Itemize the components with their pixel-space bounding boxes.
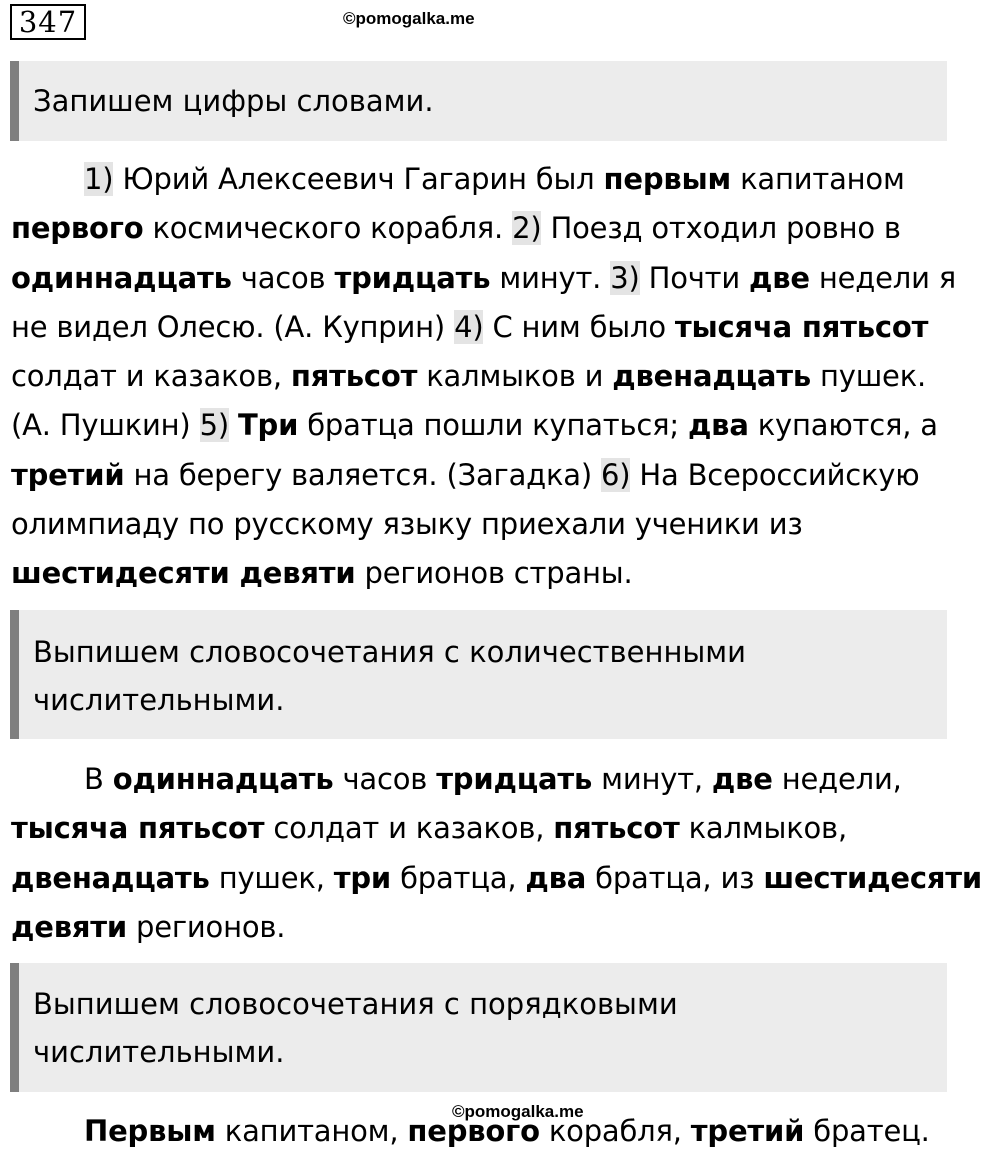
text-run: Поезд отходил ровно в — [541, 211, 901, 246]
task-text: числительными. — [33, 683, 285, 717]
bold-numeral: тридцать — [334, 260, 491, 295]
text-run: В — [84, 762, 113, 796]
text-line — [11, 755, 943, 804]
text-run: братца, из — [586, 860, 764, 895]
text-line — [11, 500, 943, 549]
bold-numeral: третий — [690, 1114, 805, 1148]
text-run: (А. Пушкин) — [11, 408, 200, 443]
bold-numeral: шестидесяти девяти — [11, 556, 356, 591]
text-line — [11, 401, 943, 450]
text-run: С ним было — [483, 309, 675, 344]
sentence-marker: 1) — [84, 162, 114, 196]
bold-numeral: три — [333, 860, 392, 895]
bold-numeral: Три — [237, 408, 299, 443]
bold-numeral: два — [525, 860, 587, 895]
text-line — [11, 352, 943, 401]
task-callout-1 — [10, 61, 947, 141]
text-run: не видел Олесю. (А. Куприн) — [11, 309, 455, 344]
task-text: Запишем цифры словами. — [33, 84, 434, 118]
sentence-marker: 5) — [199, 408, 229, 443]
text-run: братца, — [391, 860, 526, 895]
text-line — [11, 451, 943, 500]
text-run: На Всероссийскую — [630, 457, 920, 492]
watermark-bottom: ©pomogalka.me — [452, 1102, 584, 1121]
text-run: солдат и казаков, — [11, 359, 291, 394]
text-line — [11, 854, 982, 903]
text-run: минут, — [592, 762, 712, 796]
text-run: космического корабля. — [143, 211, 513, 246]
sentence-marker: 2) — [512, 211, 542, 246]
text-run: недели, — [772, 762, 902, 796]
text-run: купаются, а — [748, 408, 938, 443]
bold-numeral: тысяча пятьсот — [11, 811, 265, 846]
text-run: регионов страны. — [355, 556, 633, 591]
text-run: солдат и казаков, — [264, 811, 554, 846]
bold-numeral: пятьсот — [290, 359, 418, 394]
text-run: олимпиаду по русскому языку приехали ученики из — [11, 507, 803, 542]
text-run: братца пошли купаться; — [298, 408, 688, 443]
bold-numeral: два — [687, 408, 749, 443]
bold-numeral: пятьсот — [553, 811, 680, 846]
text-run: часов — [231, 260, 335, 295]
text-run: капитаном, — [215, 1114, 408, 1148]
bold-numeral: девяти — [11, 909, 127, 944]
text-line — [11, 903, 943, 952]
text-run: регионов. — [127, 909, 286, 944]
text-line — [11, 254, 957, 303]
text-line — [11, 549, 943, 598]
bold-numeral: две — [711, 762, 773, 796]
text-line — [11, 155, 943, 204]
bold-numeral: первого — [11, 211, 144, 246]
text-run: на берегу валяется. (Загадка) — [124, 457, 602, 492]
bold-numeral: двенадцать — [11, 860, 210, 895]
text-run — [229, 408, 238, 442]
task-callout-2 — [10, 610, 947, 739]
sentence-marker: 6) — [601, 457, 631, 492]
answer-paragraph-1 — [11, 155, 957, 599]
bold-numeral: шестидесяти — [763, 860, 982, 895]
text-run: недели я — [809, 260, 957, 295]
bold-numeral: первого — [407, 1114, 540, 1148]
answer-paragraph-2 — [11, 755, 982, 952]
text-run: пушек, — [209, 860, 334, 895]
text-line — [11, 204, 943, 253]
bold-numeral: третий — [11, 457, 125, 492]
text-line — [11, 303, 943, 352]
task-text: Выпишем словосочетания с количественными — [33, 635, 747, 669]
task-callout-3 — [10, 963, 947, 1092]
text-run: минут. — [490, 260, 611, 295]
sentence-marker: 3) — [610, 260, 640, 295]
bold-numeral: первым — [603, 162, 732, 196]
task-text: числительными. — [33, 1035, 285, 1069]
bold-numeral: две — [749, 260, 810, 295]
bold-numeral: Первым — [84, 1114, 216, 1148]
bold-numeral: тысяча пятьсот — [674, 309, 929, 344]
text-run: пушек. — [810, 359, 927, 394]
bold-numeral: тридцать — [436, 762, 593, 796]
text-run: калмыков и — [417, 359, 613, 394]
bold-numeral: двенадцать — [612, 359, 811, 394]
task-text: Выпишем словосочетания с порядковыми — [33, 987, 678, 1021]
text-run: Почти — [639, 260, 750, 295]
exercise-number: 347 — [10, 4, 86, 40]
text-line — [11, 804, 943, 853]
sentence-marker: 4) — [454, 309, 484, 344]
text-run: капитаном — [731, 162, 905, 196]
bold-numeral: одиннадцать — [112, 762, 334, 796]
text-run: калмыков, — [679, 811, 847, 846]
text-run: братец. — [804, 1114, 930, 1148]
bold-numeral: одиннадцать — [11, 260, 232, 295]
text-run: Юрий Алексеевич Гагарин был — [113, 162, 604, 196]
text-run: корабля, — [539, 1114, 691, 1148]
text-run: часов — [333, 762, 437, 796]
watermark-top: ©pomogalka.me — [343, 9, 475, 28]
